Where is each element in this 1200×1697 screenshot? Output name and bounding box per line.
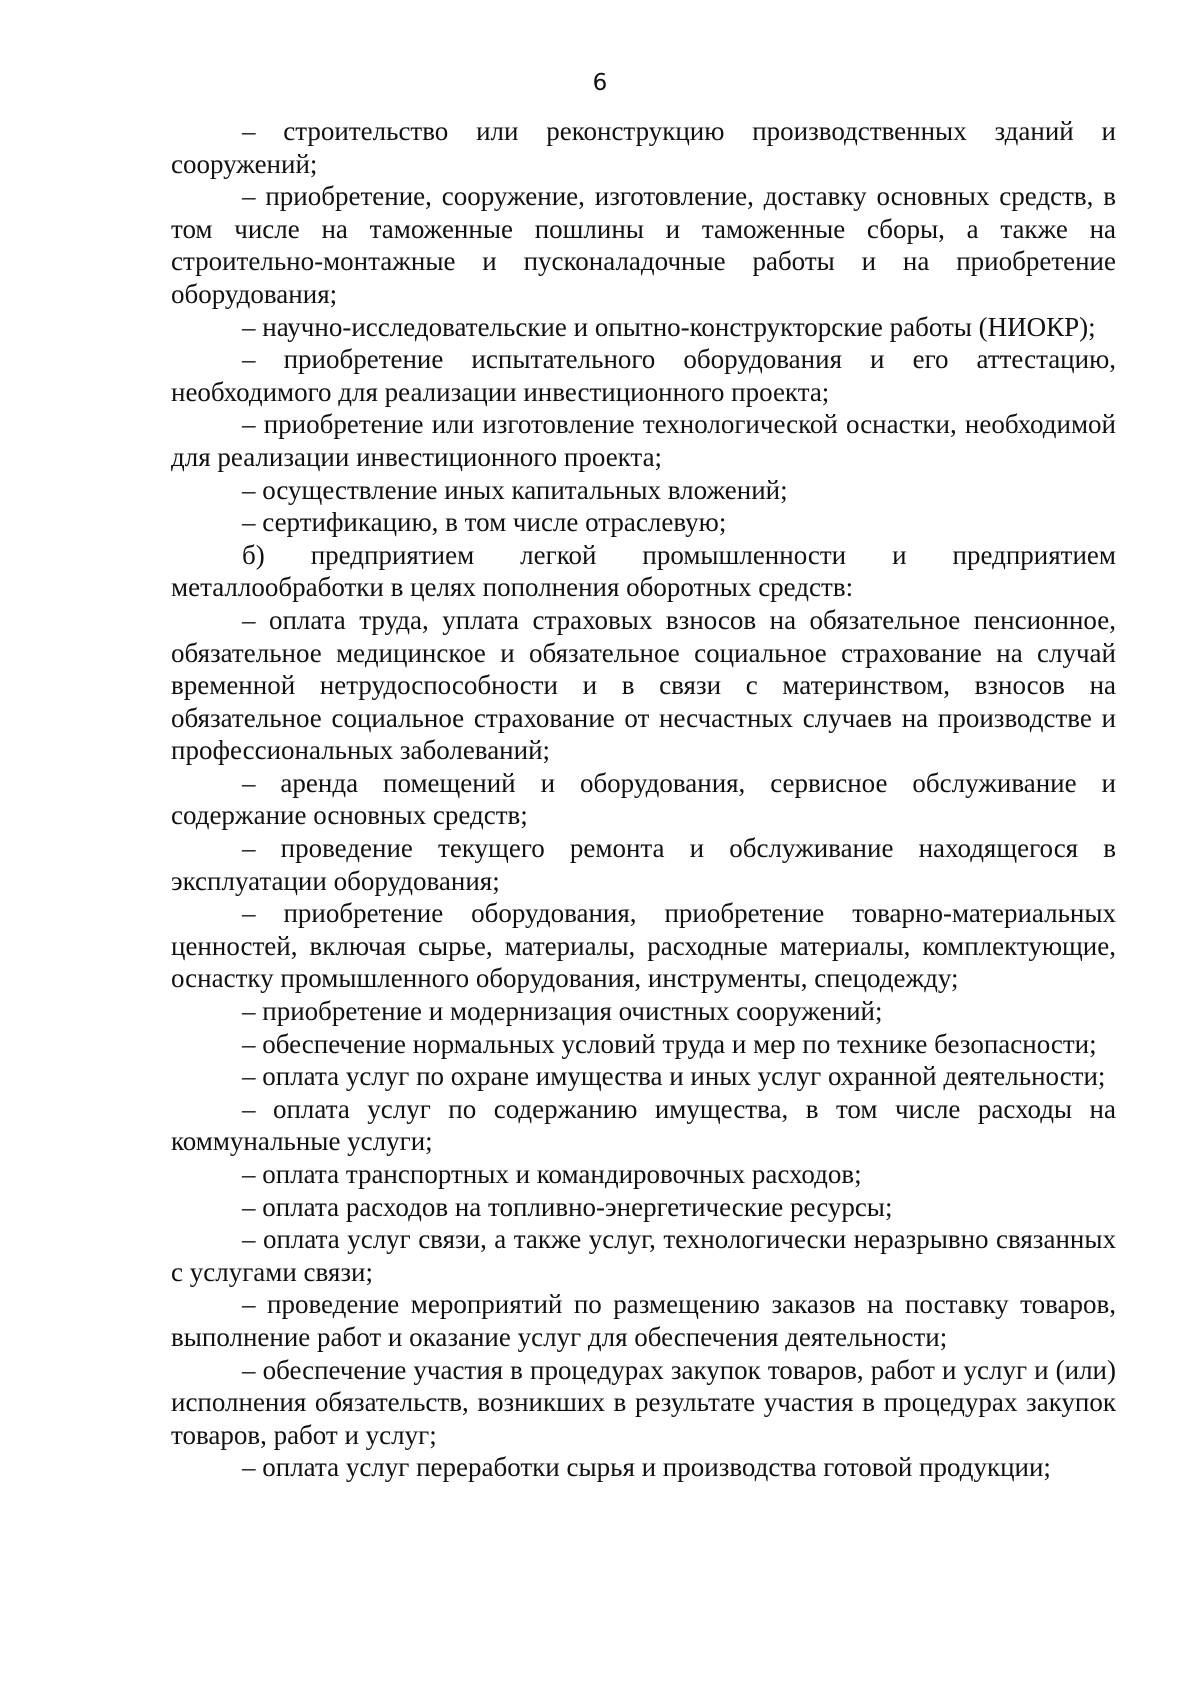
list-item: – оплата услуг по охране имущества и иных услуг охранной деятельности; bbox=[242, 1061, 1106, 1092]
list-item: – обеспечение нормальных условий труда и мер по технике безопасности; bbox=[242, 1028, 1097, 1059]
document-body bbox=[171, 115, 1116, 1484]
list-item: – строительство или реконструкцию производственных зданий и сооружений; bbox=[171, 116, 1116, 179]
list-item: – обеспечение участия в процедурах закупок товаров, работ и услуг и (или) исполнения обязательств, возникших в результате участия в процедурах закупок товаров, работ и услуг; bbox=[171, 1354, 1116, 1450]
list-item: – проведение мероприятий по размещению заказов на поставку товаров, выполнение работ и оказание услуг для обеспечения деятельности; bbox=[171, 1289, 1116, 1352]
list-item: – аренда помещений и оборудования, сервисное обслуживание и содержание основных средств; bbox=[171, 767, 1116, 831]
list-item: – приобретение оборудования, приобретение товарно-материальных ценностей, включая сырье, материалы, расходные материалы, комплектующие, оснастку промышленного оборудования, инструменты, спецодежду; bbox=[171, 898, 1116, 994]
list-item: – проведение текущего ремонта и обслуживание находящегося в эксплуатации оборудования; bbox=[171, 833, 1116, 896]
list-item: – научно-исследовательские и опытно-конструкторские работы (НИОКР); bbox=[242, 311, 1096, 342]
list-item: – сертификацию, в том числе отраслевую; bbox=[242, 507, 727, 538]
list-item: – приобретение, сооружение, изготовление, доставку основных средств, в том числе на таможенные пошлины и таможенные сборы, а также на строительно-монтажные и пусконаладочные работы и на приобретение оборудования; bbox=[171, 181, 1116, 309]
list-item: – оплата транспортных и командировочных расходов; bbox=[242, 1159, 862, 1189]
list-item: – оплата услуг по содержанию имущества, в том числе расходы на коммунальные услуги; bbox=[171, 1093, 1116, 1157]
list-item: – оплата труда, уплата страховых взносов на обязательное пенсионное, обязательное медицинское и обязательное социальное страхование на случай временной нетрудоспособности и в связи с материнством, взносов на обязательное социальное страхование от несчастных случаев на производстве и профессиональных заболеваний; bbox=[171, 604, 1116, 766]
list-item: – оплата услуг переработки сырья и производства готовой продукции; bbox=[242, 1452, 1051, 1483]
list-item: – осуществление иных капитальных вложений; bbox=[242, 474, 788, 505]
list-item: – приобретение испытательного оборудования и его аттестацию, необходимого для реализации инвестиционного проекта; bbox=[171, 344, 1116, 407]
section-paragraph: б) предприятием легкой промышленности и предприятием металлообработки в целях пополнения оборотных средств: bbox=[171, 539, 1116, 603]
page-number: 6 bbox=[592, 70, 608, 96]
list-item: – оплата расходов на топливно-энергетические ресурсы; bbox=[242, 1191, 893, 1222]
list-item: – приобретение и модернизация очистных сооружений; bbox=[242, 996, 883, 1027]
list-item: – приобретение или изготовление технологической оснастки, необходимой для реализации инвестиционного проекта; bbox=[171, 409, 1116, 472]
list-item: – оплата услуг связи, а также услуг, технологически неразрывно связанных с услугами связи; bbox=[171, 1224, 1116, 1287]
